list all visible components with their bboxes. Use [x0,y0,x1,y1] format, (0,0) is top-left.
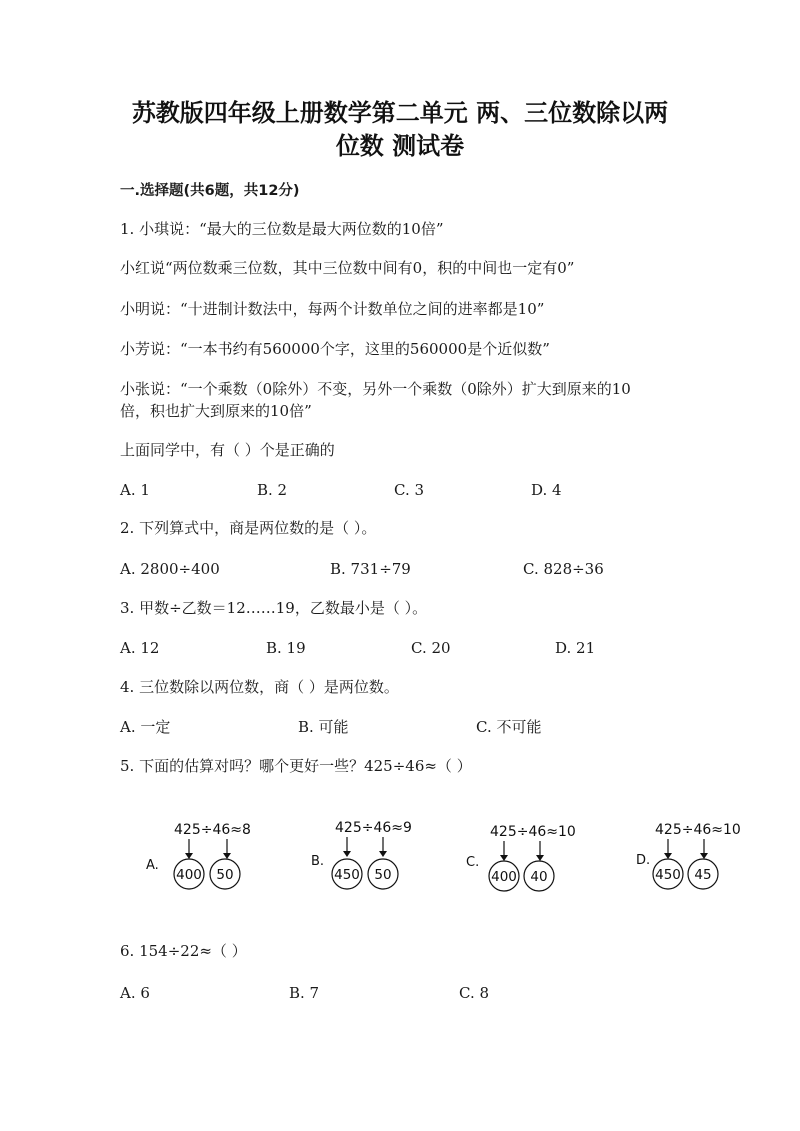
figure-expression: 425÷46≈10 [655,822,741,838]
figure-expression: 425÷46≈9 [335,820,412,836]
q2-option-b[interactable]: B. 731÷79 [330,560,411,578]
dividend-estimate: 450 [334,867,360,883]
q6-question: 6. 154÷22≈（ ） [120,942,247,960]
q1-statement-ming: 小明说：“十进制计数法中，每两个计数单位之间的进率都是10” [120,300,545,318]
divisor-estimate: 50 [374,867,392,883]
q6-option-c[interactable]: C. 8 [459,984,490,1002]
page-title-line-2: 位数 测试卷 [335,131,465,160]
divisor-estimate: 50 [216,867,234,883]
figure-expression: 425÷46≈10 [490,824,576,840]
q4-option-b[interactable]: B. 可能 [298,718,349,736]
q3-option-a[interactable]: A. 12 [120,639,160,657]
q3-option-b[interactable]: B. 19 [266,639,306,657]
q5-figure-d[interactable] [632,812,792,902]
q2-option-a[interactable]: A. 2800÷400 [120,560,220,578]
figure-expression: 425÷46≈8 [174,822,251,838]
q5-figure-b[interactable] [305,812,465,902]
divisor-estimate: 40 [530,869,548,885]
section-heading: 一.选择题(共6题，共12分) [120,183,300,199]
q6-option-a[interactable]: A. 6 [120,984,150,1002]
q1-option-b[interactable]: B. 2 [257,481,288,499]
q1-option-c[interactable]: C. 3 [394,481,425,499]
q1-statement-zhang-line-2: 倍，积也扩大到原来的10倍” [120,402,312,420]
figure-option-label: B. [311,854,325,869]
q4-option-c[interactable]: C. 不可能 [476,718,542,736]
dividend-estimate: 400 [491,869,517,885]
q1-statement-fang: 小芳说：“一本书约有560000个字，这里的560000是个近似数” [120,340,550,358]
q1-statement-hong: 小红说“两位数乘三位数，其中三位数中间有0，积的中间也一定有0” [120,259,575,277]
divisor-estimate: 45 [694,867,712,883]
q1-intro: 1. 小琪说：“最大的三位数是最大两位数的10倍” [120,220,444,238]
q1-question: 上面同学中，有（ ）个是正确的 [120,441,335,459]
q1-option-a[interactable]: A. 1 [120,481,150,499]
q5-figure-c[interactable] [462,812,622,902]
q2-option-c[interactable]: C. 828÷36 [523,560,604,578]
q2-question: 2. 下列算式中，商是两位数的是（ ）。 [120,519,377,537]
q1-option-d[interactable]: D. 4 [531,481,562,499]
dividend-estimate: 400 [176,867,202,883]
page-title-line-1: 苏教版四年级上册数学第二单元 两、三位数除以两 [131,98,669,127]
q5-question: 5. 下面的估算对吗？哪个更好一些？425÷46≈（ ） [120,757,472,775]
q6-option-b[interactable]: B. 7 [289,984,320,1002]
figure-option-label: A. [146,858,159,873]
q4-question: 4. 三位数除以两位数，商（ ）是两位数。 [120,678,399,696]
figure-option-label: D. [636,853,651,868]
q4-option-a[interactable]: A. 一定 [120,718,171,736]
figure-option-label: C. [466,855,480,870]
q5-figure-a[interactable] [140,812,300,902]
q3-option-d[interactable]: D. 21 [555,639,596,657]
q1-statement-zhang-line-1: 小张说：“一个乘数（0除外）不变，另外一个乘数（0除外）扩大到原来的10 [120,380,631,398]
q3-option-c[interactable]: C. 20 [411,639,451,657]
dividend-estimate: 450 [655,867,681,883]
q3-question: 3. 甲数÷乙数＝12……19，乙数最小是（ ）。 [120,599,428,617]
